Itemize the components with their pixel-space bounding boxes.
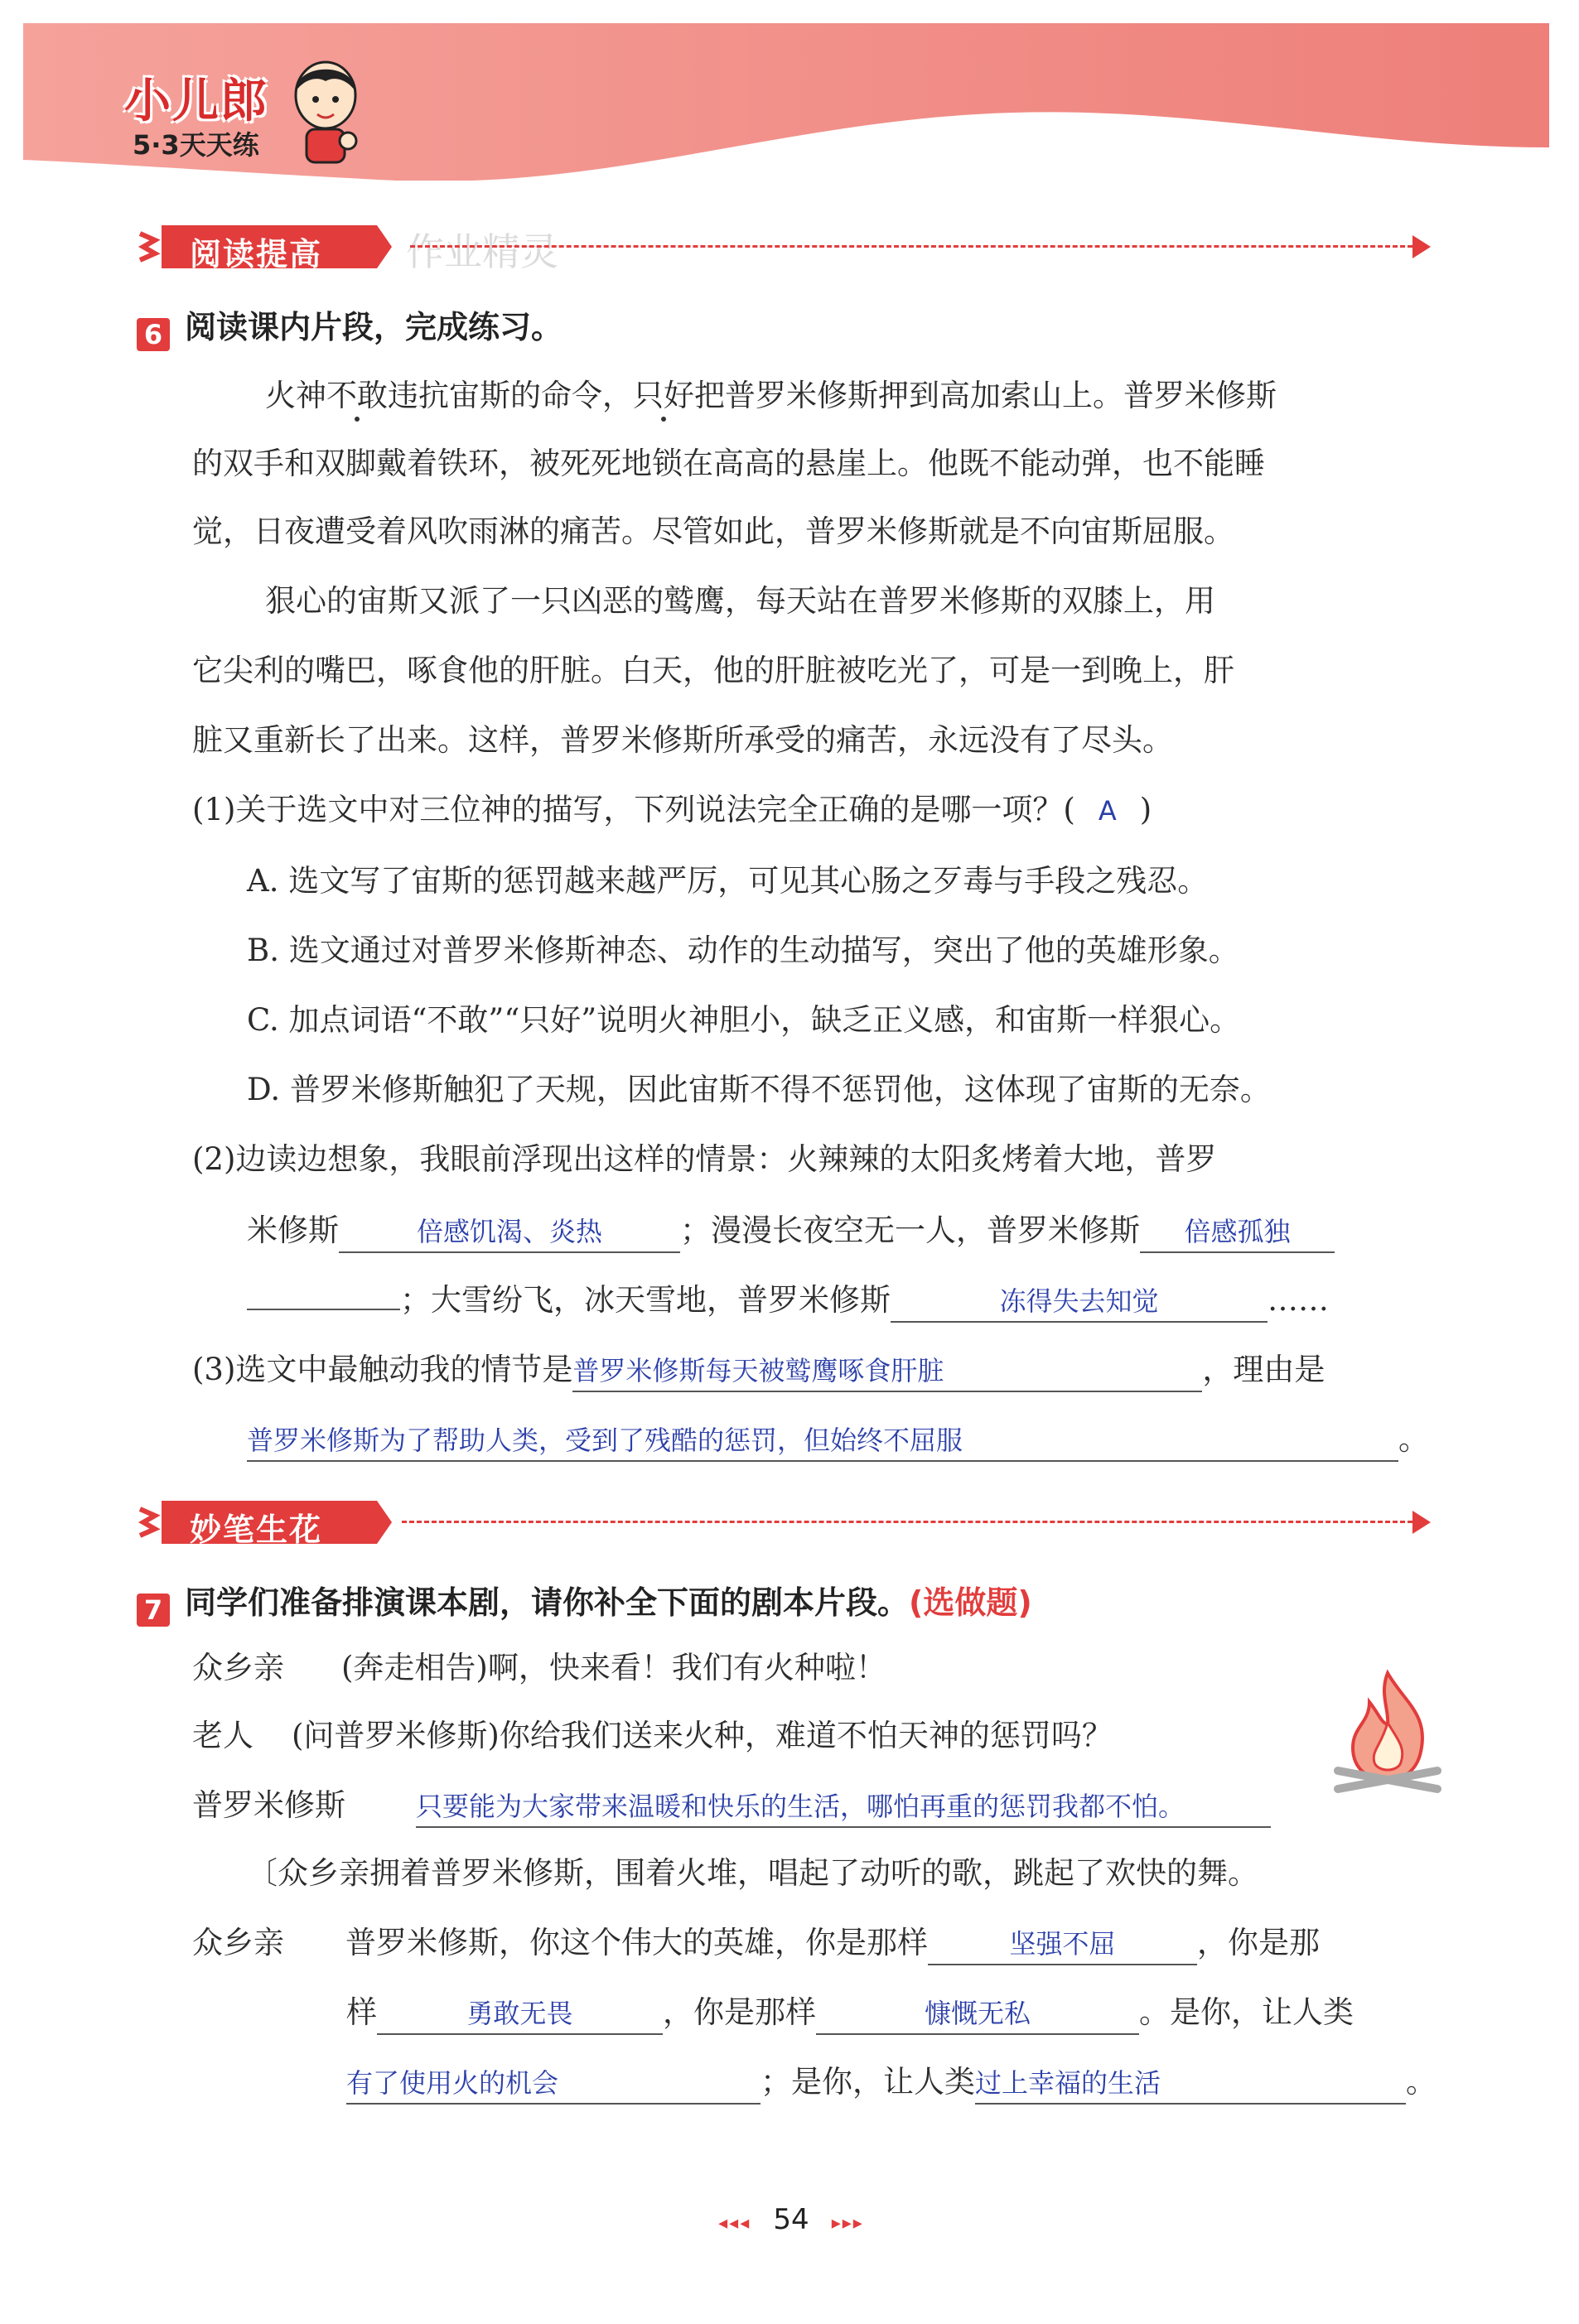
optional-tag: (选做题)	[909, 1584, 1032, 1621]
option-b: B. 选文通过对普罗米修斯神态、动作的生动描写，突出了他的英雄形象。	[247, 933, 1239, 968]
question-number: 7	[137, 1594, 170, 1627]
script-line-4: 众乡亲 普罗米修斯，你这个伟大的英雄，你是那样 坚强不屈 ，你是那	[192, 1923, 1320, 1965]
question-6-title	[137, 301, 563, 351]
answer-blank[interactable]: 普罗米修斯每天被鹫鹰啄食肝脏	[572, 1350, 1202, 1392]
section-arrow-icon	[1412, 1511, 1431, 1534]
logo-subtitle: 5·3天天练	[133, 129, 259, 161]
subquestion-3-line1: (3)选文中最触动我的情节是普罗米修斯每天被鹫鹰啄食肝脏 ，理由是	[192, 1350, 1325, 1392]
section-header-writing	[137, 1497, 1446, 1547]
role-name: 老人	[192, 1718, 254, 1753]
section-header-reading	[137, 222, 1446, 272]
answer-blank[interactable]: 只要能为大家带来温暖和快乐的生活，哪怕再重的惩罚我都不怕。	[416, 1786, 1271, 1828]
subquestion-3-line2: 普罗米修斯为了帮助人类，受到了残酷的惩罚，但始终不屈服 。	[247, 1420, 1429, 1462]
passage-p1-line3: 觉，日夜遭受着风吹雨淋的痛苦。尽管如此，普罗米修斯就是不向宙斯屈服。	[192, 513, 1234, 549]
passage-p2-line3: 脏又重新长了出来。这样，普罗米修斯所承受的痛苦，永远没有了尽头。	[192, 722, 1173, 758]
watermark: 作业精灵	[406, 229, 558, 274]
passage-p2-line2: 它尖利的嘴巴，啄食他的肝脏。白天，他的肝脏被吃光了，可是一到晚上，肝	[192, 653, 1234, 688]
stage-direction: 〔众乡亲拥着普罗米修斯，围着火堆，唱起了动听的歌，跳起了欢快的舞。	[247, 1855, 1258, 1891]
section-title: 妙笔生花	[190, 1512, 323, 1548]
answer-choice: A	[1098, 795, 1117, 827]
question-7-title	[137, 1577, 1032, 1627]
section-divider	[402, 1521, 1412, 1523]
page-footer	[679, 2203, 903, 2236]
passage-p1-line2: 的双手和双脚戴着铁环，被死死地锁在高高的悬崖上。他既不能动弹，也不能睡	[192, 446, 1265, 481]
answer-blank[interactable]: 倍感孤独	[1140, 1211, 1335, 1253]
subquestion-2-line3: ；大雪纷飞，冰天雪地，普罗米修斯 冻得失去知觉 ……	[247, 1280, 1329, 1323]
script-line-2: 老人 (问普罗米修斯)你给我们送来火种，难道不怕天神的惩罚吗？	[192, 1716, 1113, 1756]
prev-arrows-icon: ◂◂◂	[718, 2213, 751, 2234]
passage-p2-line1: 狠心的宙斯又派了一只凶恶的鹫鹰，每天站在普罗米修斯的双膝上，用	[265, 583, 1215, 619]
section-arrow-icon	[1412, 235, 1431, 258]
role-name: 普罗米修斯	[192, 1787, 345, 1823]
subquestion-2-line1: (2)边读边想象，我眼前浮现出这样的情景：火辣辣的太阳炙烤着大地，普罗	[192, 1141, 1217, 1177]
campfire-icon	[1330, 1665, 1446, 1797]
question-title: 同学们准备排演课本剧，请你补全下面的剧本片段。	[185, 1584, 910, 1621]
answer-blank[interactable]: 勇敢无畏	[377, 1993, 663, 2035]
answer-blank[interactable]	[247, 1309, 400, 1310]
option-d: D. 普罗米修斯触犯了天规，因此宙斯不得不惩罚他，这体现了宙斯的无奈。	[247, 1072, 1271, 1107]
answer-blank[interactable]: 普罗米修斯为了帮助人类，受到了残酷的惩罚，但始终不屈服	[247, 1420, 1398, 1462]
dotted-word-2: 只好	[633, 378, 694, 413]
mascot-icon	[288, 58, 363, 166]
passage-p1-line1: 火神不敢违抗宙斯的命令，只好把普罗米修斯押到高加索山上。普罗米修斯	[265, 378, 1277, 413]
subquestion-1-stem: (1)关于选文中对三位神的描写，下列说法完全正确的是哪一项？( A )	[192, 792, 1152, 827]
answer-blank[interactable]: 倍感饥渴、炎热	[339, 1211, 680, 1253]
page-number: 54	[773, 2203, 809, 2236]
section-divider	[410, 245, 1412, 248]
script-line-5: 样 勇敢无畏 ，你是那样 慷慨无私 。是你，让人类	[346, 1993, 1354, 2035]
question-title: 阅读课内片段，完成练习。	[185, 309, 563, 345]
answer-blank[interactable]: 慷慨无私	[816, 1993, 1139, 2035]
next-arrows-icon: ▸▸▸	[831, 2213, 864, 2234]
role-name: 众乡亲	[192, 1650, 284, 1685]
script-line-3	[192, 1786, 1271, 1828]
role-name: 众乡亲	[192, 1925, 284, 1960]
answer-blank[interactable]: 有了使用火的机会	[346, 2062, 761, 2105]
option-c: C. 加点词语“不敢”“只好”说明火神胆小，缺乏正义感，和宙斯一样狠心。	[247, 1002, 1241, 1038]
script-line-1: 众乡亲 (奔走相告)啊，快来看！我们有火种啦！	[192, 1648, 886, 1688]
subquestion-2-line2: 米修斯 倍感饥渴、炎热 ；漫漫长夜空无一人，普罗米修斯 倍感孤独	[247, 1211, 1335, 1253]
logo-title: 小儿郎	[124, 75, 268, 128]
answer-blank[interactable]: 坚强不屈	[928, 1923, 1197, 1965]
answer-blank[interactable]: 冻得失去知觉	[891, 1280, 1268, 1323]
option-a: A. 选文写了宙斯的惩罚越来越严厉，可见其心肠之歹毒与手段之残忍。	[247, 863, 1209, 899]
question-number: 6	[137, 318, 170, 351]
script-line-6: 有了使用火的机会 ；是你，让人类过上幸福的生活 。	[346, 2062, 1437, 2105]
dotted-word-1: 不敢	[326, 378, 388, 413]
section-title: 阅读提高	[190, 236, 323, 272]
answer-blank[interactable]: 过上幸福的生活	[975, 2062, 1406, 2105]
